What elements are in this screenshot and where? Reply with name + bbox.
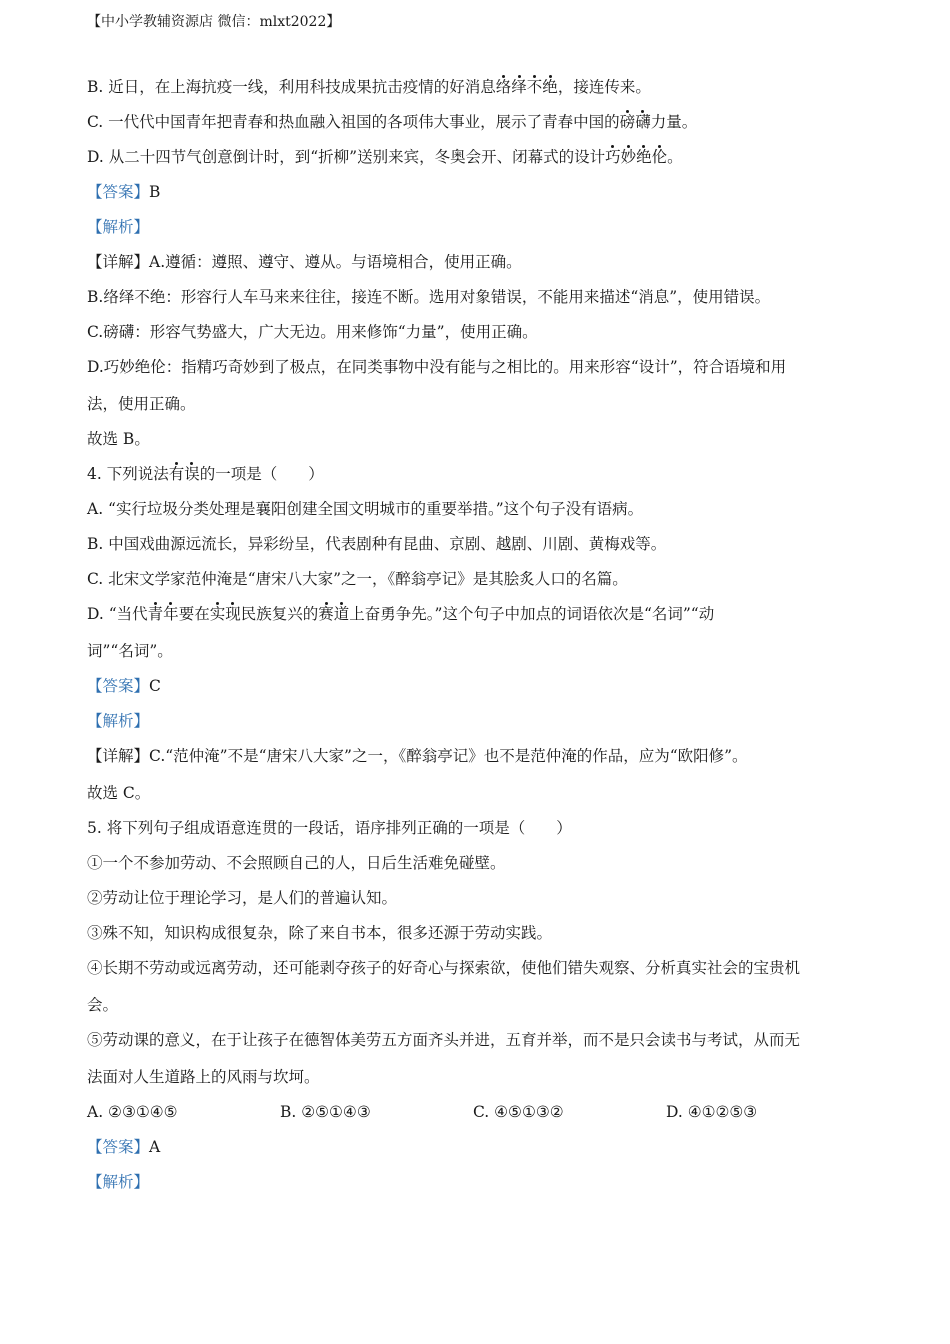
text: D.巧妙绝伦：指精巧奇妙到了极点，在同类事物中没有能与之相比的。用来形容“设计”，符合语境和用: [87, 358, 787, 376]
dotted-char: 赛: [318, 597, 334, 632]
answer-tag: 【答案】: [87, 677, 150, 695]
answer-value: B: [149, 183, 161, 201]
dotted-char: 妙: [621, 140, 637, 175]
q5-option-d: D. ④①②⑤③: [666, 1103, 758, 1121]
text: 力量。: [650, 113, 698, 131]
q5-sentence-1: [87, 846, 859, 881]
q5-sentence-5-line1: [87, 1023, 859, 1060]
q5-stem: [87, 811, 859, 846]
answer-value: A: [149, 1138, 161, 1156]
q3-detail-c: [87, 315, 859, 350]
dotted-char: 误: [184, 457, 200, 492]
dotted-char: 绎: [511, 70, 527, 105]
q3-answer: [87, 175, 859, 210]
text: 的一项是（ ）: [199, 465, 324, 483]
q3-detail-b: [87, 280, 859, 315]
analysis-tag: 【解析】: [87, 712, 150, 730]
text: C.磅礴：形容气势盛大，广大无边。用来修饰“力量”，使用正确。: [87, 323, 538, 341]
dotted-char: 有: [169, 457, 185, 492]
q5-sentence-5-line2: [87, 1060, 859, 1095]
q4-stem: [87, 457, 859, 492]
q4-answer: [87, 669, 859, 704]
text: ①一个不参加劳动、不会照顾自己的人，日后生活难免碰壁。: [87, 854, 506, 872]
text: 4. 下列说法: [87, 465, 169, 483]
dotted-char: 现: [225, 597, 241, 632]
text: C. 北宋文学家范仲淹是“唐宋八大家”之一，《醉翁亭记》是其脍炙人口的名篇。: [87, 570, 628, 588]
q4-detail: [87, 739, 859, 776]
text: 故选 B。: [87, 430, 150, 448]
text: 5. 将下列句子组成语意连贯的一段话，语序排列正确的一项是（ ）: [87, 819, 572, 837]
dotted-char: 伦: [652, 140, 668, 175]
page-header: 【中小学教辅资源店 微信：mlxt2022】: [87, 14, 341, 30]
detail-tag: 【详解】: [87, 253, 150, 271]
q3-analysis: [87, 210, 859, 245]
q4-option-d-line2: [87, 634, 859, 669]
text: 。: [667, 148, 683, 166]
text: 要在: [178, 605, 210, 623]
q5-answer: [87, 1130, 859, 1165]
dotted-char: 实: [210, 597, 226, 632]
q3-conclusion: [87, 422, 859, 457]
document-body: [87, 70, 859, 1200]
text: 上奋勇争先。”这个句子中加点的词语依次是“名词”“动: [349, 605, 715, 623]
text: 故选 C。: [87, 784, 151, 802]
text: 会。: [87, 996, 119, 1014]
text: B. 近日，在上海抗疫一线，利用科技成果抗击疫情的好消息: [87, 78, 496, 96]
analysis-tag: 【解析】: [87, 1173, 150, 1191]
q5-sentence-3: [87, 916, 859, 951]
text: D. “当代: [87, 605, 148, 623]
q5-option-a: A. ②③①④⑤: [87, 1103, 178, 1121]
text: A.遵循：遵照、遵守、遵从。与语境相合，使用正确。: [149, 253, 522, 271]
dotted-char: 络: [496, 70, 512, 105]
text: C.“范仲淹”不是“唐宋八大家”之一，《醉翁亭记》也不是范仲淹的作品，应为“欧阳修”。: [149, 747, 748, 765]
q5-sentence-4-line1: [87, 951, 859, 988]
dotted-char: 道: [334, 597, 350, 632]
q3-detail-d-line2: [87, 387, 859, 422]
text: B. 中国戏曲源远流长，异彩纷呈，代表剧种有昆曲、京剧、越剧、川剧、黄梅戏等。: [87, 535, 667, 553]
q5-options: [87, 1095, 859, 1130]
text: D. 从二十四节气创意倒计时，到“折柳”送别来宾，冬奥会开、闭幕式的设计: [87, 148, 606, 166]
q3-detail-a: [87, 245, 859, 280]
text: ③殊不知，知识构成很复杂，除了来自书本，很多还源于劳动实践。: [87, 924, 553, 942]
answer-tag: 【答案】: [87, 1138, 150, 1156]
text: ，接连传来。: [557, 78, 651, 96]
q3-detail-d-line1: [87, 350, 859, 387]
q5-sentence-2: [87, 881, 859, 916]
dotted-char: 礴: [635, 105, 651, 140]
text: 民族复兴的: [240, 605, 319, 623]
text: 词”“名词”。: [87, 642, 173, 660]
q3-option-d: [87, 140, 859, 175]
dotted-char: 年: [163, 597, 179, 632]
q3-option-c: [87, 105, 859, 140]
text: ⑤劳动课的意义，在于让孩子在德智体美劳五方面齐头并进，五育并举，而不是只会读书与考试，从而无: [87, 1031, 801, 1049]
analysis-tag: 【解析】: [87, 218, 150, 236]
q4-option-d-line1: [87, 597, 859, 634]
dotted-char: 不: [527, 70, 543, 105]
dotted-char: 巧: [605, 140, 621, 175]
dotted-char: 青: [148, 597, 164, 632]
dotted-char: 磅: [620, 105, 636, 140]
q4-option-c: [87, 562, 859, 597]
text: ②劳动让位于理论学习，是人们的普遍认知。: [87, 889, 398, 907]
text: B.络绎不绝：形容行人车马来来往往，接连不断。选用对象错误，不能用来描述“消息”，使用错误。: [87, 288, 771, 306]
text: 法面对人生道路上的风雨与坎坷。: [87, 1068, 320, 1086]
text: 法，使用正确。: [87, 395, 196, 413]
text: A. “实行垃圾分类处理是襄阳创建全国文明城市的重要举措。”这个句子没有语病。: [87, 500, 644, 518]
q5-analysis: [87, 1165, 859, 1200]
q4-conclusion: [87, 776, 859, 811]
q5-option-c: C. ④⑤①③②: [473, 1103, 564, 1121]
dotted-char: 绝: [542, 70, 558, 105]
q4-option-b: [87, 527, 859, 562]
dotted-char: 绝: [636, 140, 652, 175]
q4-option-a: [87, 492, 859, 527]
q5-option-b: B. ②⑤①④③: [280, 1103, 371, 1121]
answer-tag: 【答案】: [87, 183, 150, 201]
text: ④长期不劳动或远离劳动，还可能剥夺孩子的好奇心与探索欲，使他们错失观察、分析真实社会的宝贵机: [87, 959, 801, 977]
text: C. 一代代中国青年把青春和热血融入祖国的各项伟大事业，展示了青春中国的: [87, 113, 620, 131]
answer-value: C: [149, 677, 161, 695]
q4-analysis: [87, 704, 859, 739]
q3-option-b: [87, 70, 859, 105]
q5-sentence-4-line2: [87, 988, 859, 1023]
detail-tag: 【详解】: [87, 747, 150, 765]
